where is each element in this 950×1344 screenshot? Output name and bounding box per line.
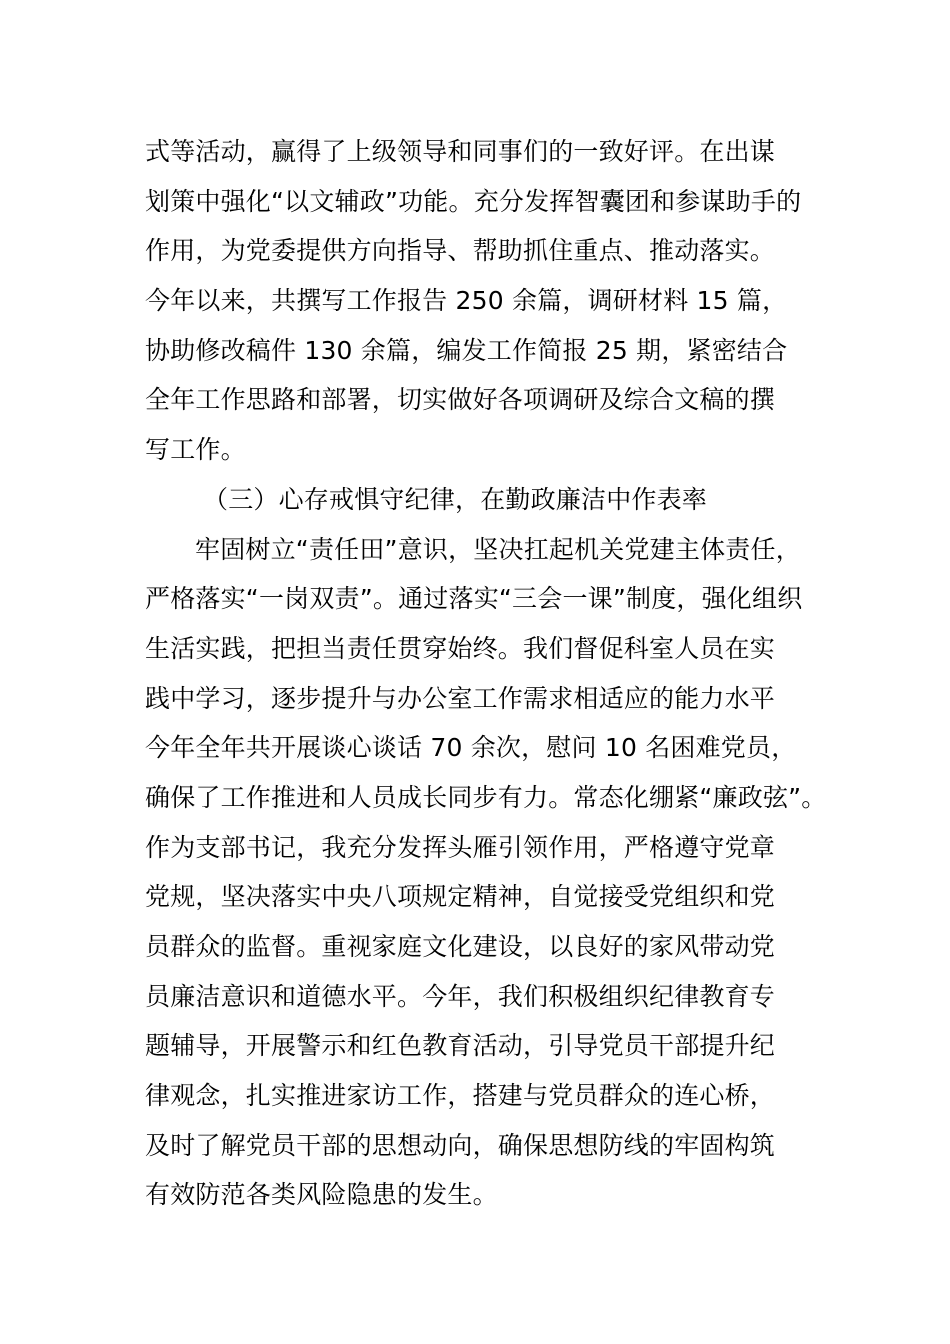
paragraph-line: 式等活动，赢得了上级领导和同事们的一致好评。在出谋 bbox=[145, 137, 776, 166]
paragraph-line: 及时了解党员干部的思想动向，确保思想防线的牢固构筑 bbox=[145, 1130, 776, 1160]
paragraph-line: 确保了工作推进和人员成长同步有力。常态化绷紧“廉政弦”。 bbox=[145, 782, 827, 812]
paragraph-line: 协助修改稿件 130 余篇，编发工作简报 25 期，紧密结合 bbox=[145, 335, 788, 365]
paragraph-line: 今年全年共开展谈心谈话 70 余次，慰问 10 名困难党员， bbox=[145, 733, 797, 763]
paragraph-line: 员廉洁意识和道德水平。今年，我们积极组织纪律教育专 bbox=[145, 981, 776, 1011]
section-heading: （三）心存戒惧守纪律，在勤政廉洁中作表率 bbox=[203, 484, 708, 514]
paragraph-line: 今年以来，共撰写工作报告 250 余篇，调研材料 15 篇， bbox=[145, 286, 788, 316]
paragraph-line: 题辅导，开展警示和红色教育活动，引导党员干部提升纪 bbox=[145, 1031, 776, 1061]
paragraph-line: 全年工作思路和部署，切实做好各项调研及综合文稿的撰 bbox=[145, 385, 776, 415]
paragraph-line: 员群众的监督。重视家庭文化建设，以良好的家风带动党 bbox=[145, 932, 776, 961]
paragraph-line: 写工作。 bbox=[145, 435, 246, 465]
document-body bbox=[145, 127, 845, 1220]
paragraph-line: 严格落实“一岗双责”。通过落实“三会一课”制度，强化组织 bbox=[145, 584, 803, 614]
paragraph-line: 践中学习，逐步提升与办公室工作需求相适应的能力水平 bbox=[145, 683, 776, 713]
paragraph-line: 作为支部书记，我充分发挥头雁引领作用，严格遵守党章 bbox=[145, 832, 776, 862]
paragraph-line: 作用，为党委提供方向指导、帮助抓住重点、推动落实。 bbox=[145, 236, 776, 266]
paragraph-line: 划策中强化“以文辅政”功能。充分发挥智囊团和参谋助手的 bbox=[145, 186, 802, 216]
paragraph-line: 有效防范各类风险隐患的发生。 bbox=[145, 1180, 498, 1210]
paragraph-line: 牢固树立“责任田”意识，坚决扛起机关党建主体责任， bbox=[195, 534, 801, 564]
paragraph-line: 生活实践，把担当责任贯穿始终。我们督促科室人员在实 bbox=[145, 633, 776, 663]
paragraph-line: 党规，坚决落实中央八项规定精神，自觉接受党组织和党 bbox=[145, 882, 776, 912]
paragraph-line: 律观念，扎实推进家访工作，搭建与党员群众的连心桥， bbox=[145, 1081, 776, 1111]
